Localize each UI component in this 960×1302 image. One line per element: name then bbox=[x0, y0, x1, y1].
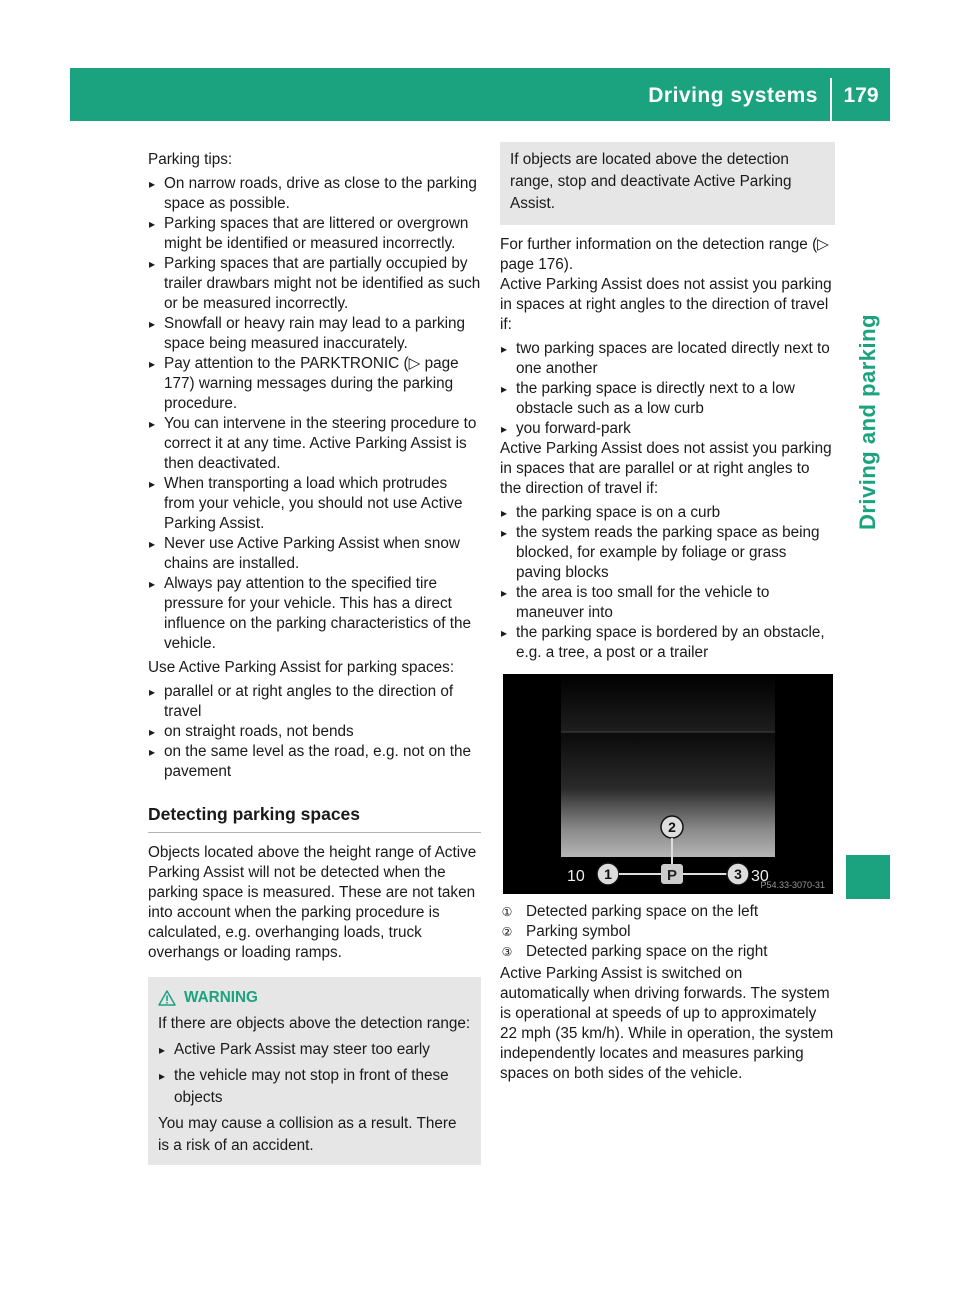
parking-display-figure bbox=[503, 674, 833, 894]
list-item: ▸ the parking space is on a curb bbox=[500, 503, 835, 523]
note-box bbox=[500, 142, 835, 225]
parking-display-illustration bbox=[503, 674, 833, 894]
paragraph: Active Parking Assist does not assist you parking in spaces that are parallel or at right angles to the direction of travel if: bbox=[500, 440, 832, 497]
paragraph: For further information on the detection range (▷ page 176). bbox=[500, 236, 829, 273]
list-item: ▸ Active Park Assist may steer too early bbox=[158, 1039, 471, 1061]
warning-list bbox=[158, 1039, 471, 1109]
use-heading: Use Active Parking Assist for parking spaces: bbox=[148, 659, 455, 676]
list-item: ▸ Parking spaces that are partially occupied by trailer drawbars might not be identified as such or be measured incorrectly. bbox=[148, 254, 481, 314]
legend-number: ② bbox=[501, 925, 513, 939]
list-item: ▸ the parking space is directly next to a low obstacle such as a low curb bbox=[500, 379, 835, 419]
list-item: ▸ two parking spaces are located directly next to one another bbox=[500, 339, 835, 379]
warning-outro: You may cause a collision as a result. There is a risk of an accident. bbox=[158, 1115, 457, 1154]
callout-1-label: 1 bbox=[604, 866, 612, 882]
list-item: ▸ on straight roads, not bends bbox=[148, 722, 481, 742]
legend-number: ③ bbox=[501, 945, 513, 959]
legend-item bbox=[500, 922, 835, 942]
header-title: Driving systems bbox=[648, 84, 818, 107]
list-item: ▸ Always pay attention to the specified tire pressure for your vehicle. This has a direct influence on the parking characteristics of the vehicle. bbox=[148, 574, 481, 654]
list-item: ▸ the vehicle may not stop in front of these objects bbox=[158, 1065, 471, 1109]
use-list bbox=[148, 682, 481, 782]
right-distance-value: 30 bbox=[751, 868, 769, 885]
figure-code: P54.33-3070-31 bbox=[760, 880, 825, 890]
list-item: ▸ On narrow roads, drive as close to the parking space as possible. bbox=[148, 174, 481, 214]
legend-item bbox=[500, 942, 835, 962]
list-item: ▸ Snowfall or heavy rain may lead to a parking space being measured inaccurately. bbox=[148, 314, 481, 354]
warning-header bbox=[158, 987, 471, 1009]
list-item: ▸ the parking space is bordered by an obstacle, e.g. a tree, a post or a trailer bbox=[500, 623, 835, 663]
left-distance-value: 10 bbox=[567, 868, 585, 885]
section-title: Detecting parking spaces bbox=[148, 804, 481, 833]
list-item: ▸ When transporting a load which protrudes from your vehicle, you should not use Active Parking Assist. bbox=[148, 474, 481, 534]
left-column bbox=[148, 150, 481, 1165]
list-item: ▸ Parking spaces that are littered or overgrown might be identified or measured incorrectly. bbox=[148, 214, 481, 254]
figure-legend bbox=[500, 902, 835, 962]
list-item: ▸ the system reads the parking space as being blocked, for example by foliage or grass paving blocks bbox=[500, 523, 835, 583]
note-text: If objects are located above the detection range, stop and deactivate Active Parking Assist. bbox=[510, 151, 792, 212]
side-marker-block bbox=[846, 855, 890, 899]
list-item: ▸ You can intervene in the steering procedure to correct it at any time. Active Parking Assist is then deactivated. bbox=[148, 414, 481, 474]
page-header bbox=[70, 68, 890, 121]
legend-text: Detected parking space on the right bbox=[526, 943, 768, 960]
list-item: ▸ the area is too small for the vehicle to maneuver into bbox=[500, 583, 835, 623]
section-paragraph: Objects located above the height range of Active Parking Assist will not be detected when the parking space is measured. These are not taken into account when the parking procedure is calculated, e.g. overhanging loads, truck overhangs or loading ramps. bbox=[148, 844, 477, 961]
header-divider bbox=[830, 78, 832, 121]
page-number: 179 bbox=[843, 84, 879, 107]
list-item: ▸ Never use Active Parking Assist when snow chains are installed. bbox=[148, 534, 481, 574]
right-angle-list bbox=[500, 339, 835, 439]
legend-number: ① bbox=[501, 905, 513, 919]
paragraph: Active Parking Assist does not assist you parking in spaces at right angles to the direction of travel if: bbox=[500, 276, 832, 333]
list-item: ▸ on the same level as the road, e.g. not on the pavement bbox=[148, 742, 481, 782]
right-column bbox=[500, 150, 835, 1084]
tips-heading: Parking tips: bbox=[148, 151, 233, 168]
warning-title: WARNING bbox=[184, 989, 258, 1006]
side-section-label: Driving and parking bbox=[855, 313, 880, 531]
parallel-list bbox=[500, 503, 835, 663]
parking-symbol-label: P bbox=[666, 867, 678, 884]
list-item: ▸ parallel or at right angles to the direction of travel bbox=[148, 682, 481, 722]
warning-triangle-icon bbox=[158, 990, 176, 1006]
list-item: ▸ you forward-park bbox=[500, 419, 835, 439]
callout-2-label: 2 bbox=[668, 819, 676, 835]
legend-item bbox=[500, 902, 835, 922]
legend-text: Parking symbol bbox=[526, 923, 631, 940]
warning-box bbox=[148, 977, 481, 1165]
paragraph: Active Parking Assist is switched on automatically when driving forwards. The system is operational at speeds of up to approximately 22 mph (35 km/h). While in operation, the system independently locates and measures parking spaces on both sides of the vehicle. bbox=[500, 965, 834, 1082]
warning-intro: If there are objects above the detection range: bbox=[158, 1015, 471, 1032]
list-item: ▸ Pay attention to the PARKTRONIC (▷ page 177) warning messages during the parking procedure. bbox=[148, 354, 481, 414]
legend-text: Detected parking space on the left bbox=[526, 903, 759, 920]
side-section-tab bbox=[846, 300, 890, 545]
callout-3-label: 3 bbox=[734, 866, 742, 882]
tips-list bbox=[148, 174, 481, 654]
